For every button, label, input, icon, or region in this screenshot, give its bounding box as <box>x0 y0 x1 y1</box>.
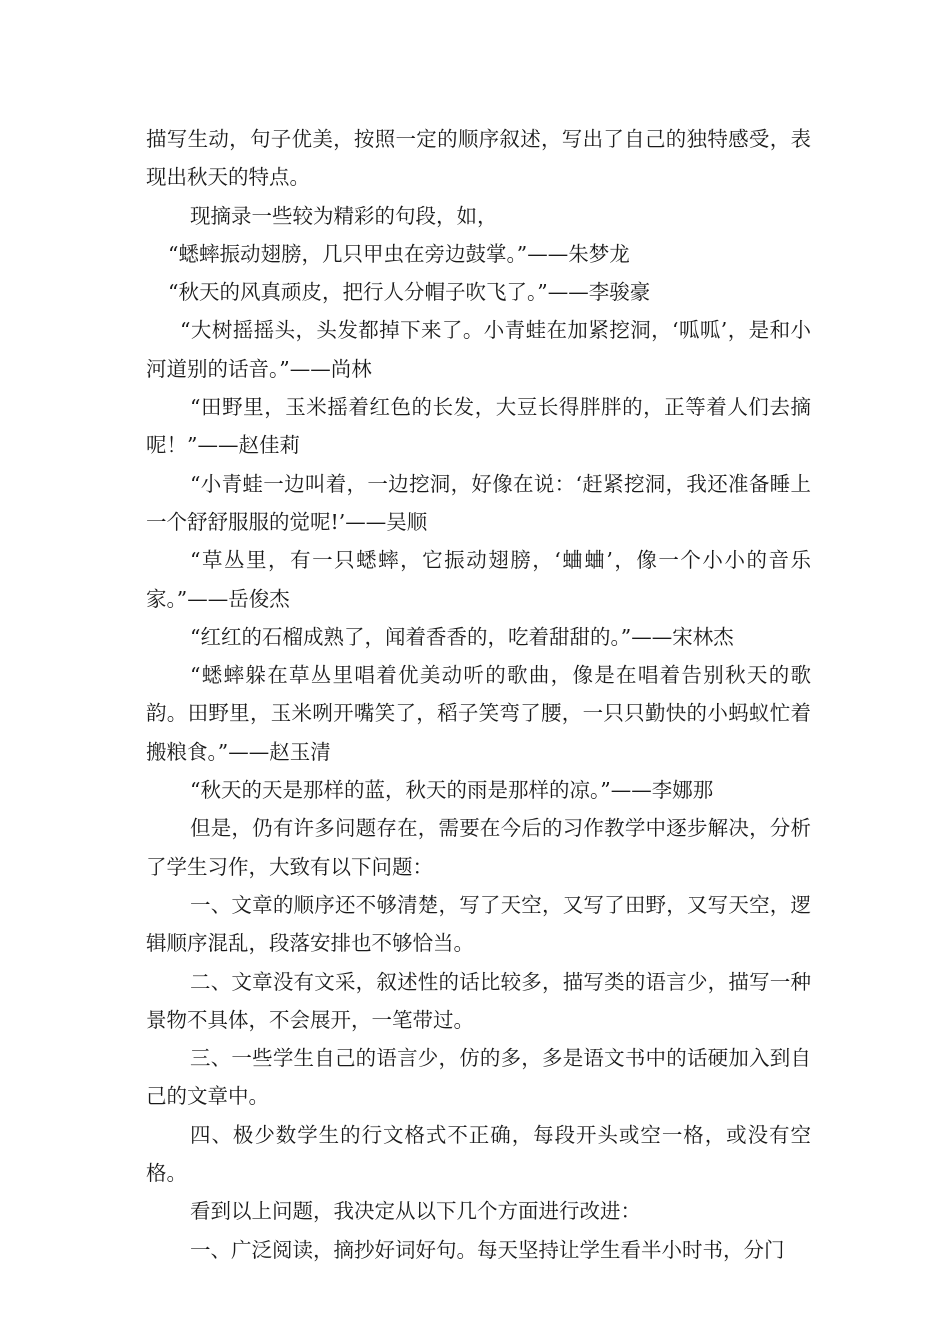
quote-wu-shun: “小青蛙一边叫着，一边挖洞，好像在说：‘赶紧挖洞，我还准备睡上一个舒舒服服的觉呢!’——吴顺 <box>146 471 811 534</box>
paragraph-intro-continuation: 描写生动，句子优美，按照一定的顺序叙述，写出了自己的独特感受，表现出秋天的特点。 <box>146 127 811 190</box>
problem-item-1: 一、文章的顺序还不够清楚，写了天空，又写了田野，又写天空，逻辑顺序混乱，段落安排也不够恰当。 <box>146 892 811 956</box>
quote-li-junhao: “秋天的风真顽皮，把行人分帽子吹飞了。”——李骏豪 <box>168 280 651 305</box>
quote-song-linjie: “红红的石榴成熟了，闻着香香的，吃着甜甜的。”——宋林杰 <box>190 624 734 649</box>
problem-item-4: 四、极少数学生的行文格式不正确，每段开头或空一格，或没有空格。 <box>146 1122 811 1186</box>
quote-zhu-menglong: “蟋蟀振动翅膀，几只甲虫在旁边鼓掌。”——朱梦龙 <box>168 241 630 266</box>
document-body <box>146 120 811 1269</box>
quote-shang-lin: “大树摇摇头，头发都掉下来了。小青蛙在加紧挖洞，‘呱呱’，是和小河道别的话音。”——尚林 <box>146 318 811 381</box>
problem-item-2: 二、文章没有文采，叙述性的话比较多，描写类的语言少，描写一种景物不具体，不会展开，一笔带过。 <box>146 969 811 1032</box>
quote-zhao-yuqing: “蟋蟀躲在草丛里唱着优美动听的歌曲，像是在唱着告别秋天的歌韵。田野里，玉米咧开嘴笑了，稻子笑弯了腰，一只只勤快的小蚂蚁忙着搬粮食。”——赵玉清 <box>146 663 811 764</box>
paragraph-excerpt-intro: 现摘录一些较为精彩的句段，如， <box>190 203 498 228</box>
quote-zhao-jiali: “田野里，玉米摇着红色的长发，大豆长得胖胖的，正等着人们去摘呢！”——赵佳莉 <box>146 395 811 458</box>
improvement-item-1: 一、广泛阅读，摘抄好词好句。每天坚持让学生看半小时书，分门 <box>190 1237 785 1262</box>
paragraph-improvements-intro: 看到以上问题，我决定从以下几个方面进行改进： <box>190 1199 641 1224</box>
problem-item-3: 三、一些学生自己的语言少，仿的多，多是语文书中的话硬加入到自己的文章中。 <box>146 1046 811 1109</box>
paragraph-problems-intro: 但是，仍有许多问题存在，需要在今后的习作教学中逐步解决，分析了学生习作，大致有以下问题： <box>146 816 811 879</box>
quote-yue-junjie: “草丛里，有一只蟋蟀，它振动翅膀，‘蛐蛐’，像一个小小的音乐家。”——岳俊杰 <box>146 548 811 611</box>
quote-li-nana: “秋天的天是那样的蓝，秋天的雨是那样的凉。”——李娜那 <box>190 778 714 803</box>
